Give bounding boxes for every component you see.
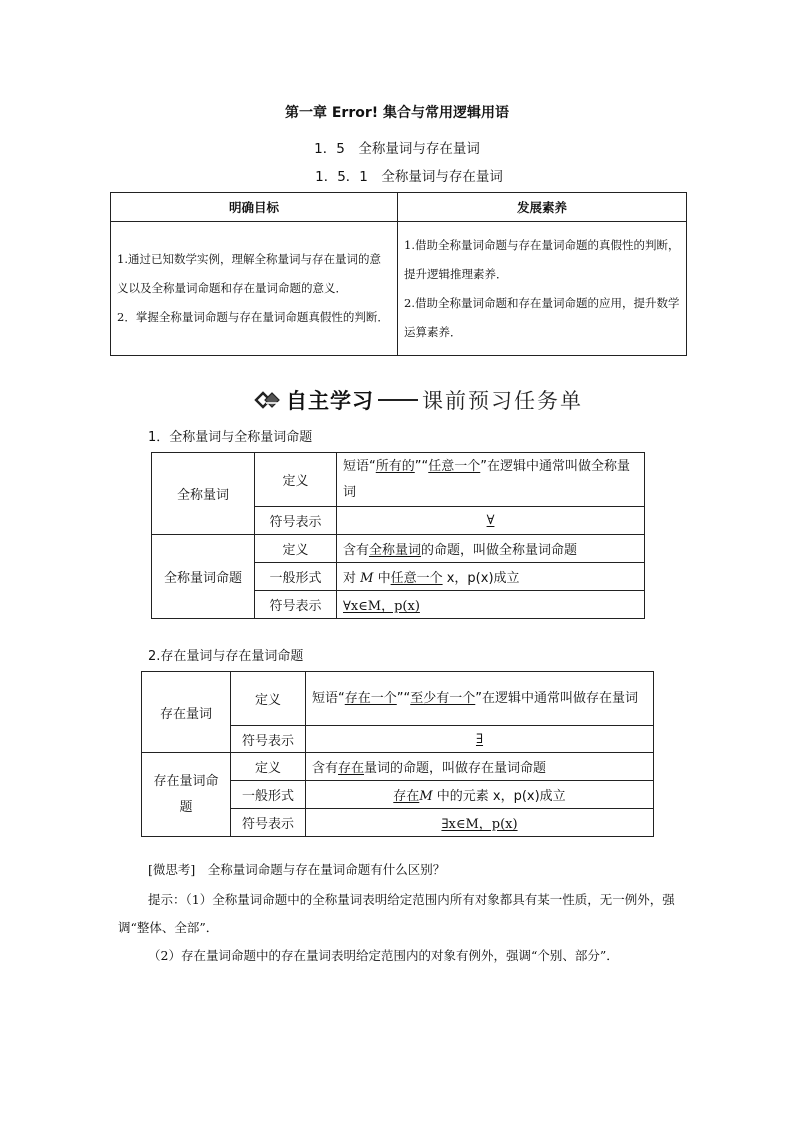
banner-light-text: 课前预习任务单 <box>422 389 583 413</box>
universal-symbol: ∀ <box>337 507 645 535</box>
literacy-cell <box>398 222 687 356</box>
existential-proposition-symbol: ∃x∈M，p(x) <box>306 809 654 837</box>
universal-proposition-label: 全称量词命题 <box>152 535 255 619</box>
think-hint-1: 提示：（1）全称量词命题中的全称量词表明给定范围内所有对象都具有某一性质，无一例外，强调“整体、全部”． <box>118 892 675 935</box>
think-hint-2: （2）存在量词命题中的存在量词表明给定范围内的对象有例外，强调“个别、部分”． <box>148 948 619 963</box>
existential-proposition-definition: 含有存在量词的命题，叫做存在量词命题 <box>306 753 654 781</box>
universal-heading: 1．全称量词与全称量词命题 <box>148 430 313 445</box>
def-label: 定义 <box>231 672 306 726</box>
section-banner <box>254 384 583 416</box>
def-label: 定义 <box>255 453 337 507</box>
existential-definition: 短语“存在一个”“至少有一个”在逻辑中通常叫做存在量词 <box>306 672 654 726</box>
symbol-label: 符号表示 <box>255 591 337 619</box>
goal-item: 2．掌握全称量词命题与存在量词命题真假性的判断． <box>117 310 389 324</box>
universal-proposition-symbol: ∀x∈M，p(x) <box>337 591 645 619</box>
section-title: 1．5 全称量词与存在量词 <box>314 141 480 157</box>
universal-table <box>151 452 645 619</box>
def-label: 定义 <box>255 535 337 563</box>
goals-header: 明确目标 <box>111 193 398 222</box>
form-label: 一般形式 <box>231 781 306 809</box>
literacy-header: 发展素养 <box>398 193 687 222</box>
existential-general-form: 存在M 中的元素 x，p(x)成立 <box>306 781 654 809</box>
objectives-table <box>110 192 687 356</box>
universal-proposition-definition: 含有全称量词的命题，叫做全称量词命题 <box>337 535 645 563</box>
literacy-item: 1.借助全称量词命题与存在量词命题的真假性的判断，提升逻辑推理素养． <box>404 237 680 281</box>
literacy-item: 2.借助全称量词命题和存在量词命题的应用，提升数学运算素养． <box>404 295 680 339</box>
symbol-label: 符号表示 <box>255 507 337 535</box>
symbol-label: 符号表示 <box>231 726 306 753</box>
existential-symbol: ∃ <box>306 726 654 753</box>
universal-definition: 短语“所有的”“任意一个”在逻辑中通常叫做全称量词 <box>337 453 645 507</box>
symbol-label: 符号表示 <box>231 809 306 837</box>
think-question: [微思考] 全称量词命题与存在量词命题有什么区别？ <box>148 862 446 877</box>
universal-quantifier-label: 全称量词 <box>152 453 255 535</box>
form-label: 一般形式 <box>255 563 337 591</box>
banner-dash <box>378 399 418 401</box>
existential-table <box>141 671 654 837</box>
goal-item: 1.通过已知数学实例，理解全称量词与存在量词的意义以及全称量词命题和存在量词命题的意义． <box>117 252 381 295</box>
existential-proposition-label: 存在量词命题 <box>142 753 231 837</box>
existential-quantifier-label: 存在量词 <box>142 672 231 753</box>
goals-cell <box>111 222 398 356</box>
chapter-title: 第一章 Error! 集合与常用逻辑用语 <box>284 105 510 121</box>
def-label: 定义 <box>231 753 306 781</box>
existential-heading: 2.存在量词与存在量词命题 <box>148 649 304 664</box>
universal-general-form: 对 M 中任意一个 x，p(x)成立 <box>337 563 645 591</box>
subsection-title: 1．5．1 全称量词与存在量词 <box>315 169 503 185</box>
banner-bold-text: 自主学习 <box>286 389 374 413</box>
diamond-logo-icon <box>254 389 282 411</box>
